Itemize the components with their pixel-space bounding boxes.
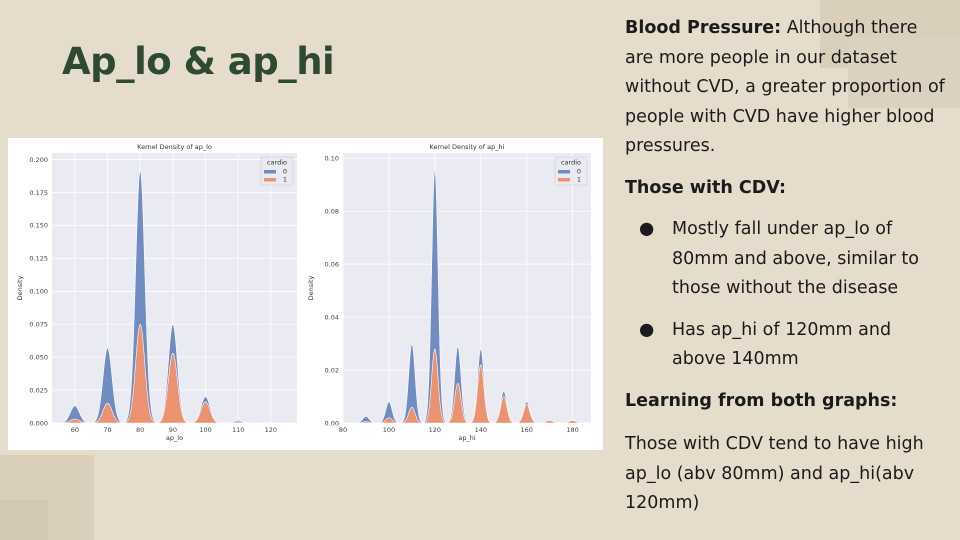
legend-title: cardio	[560, 158, 582, 167]
x-tick-label: 80	[338, 426, 348, 434]
density-charts	[8, 138, 603, 450]
y-tick-label: 0.200	[29, 155, 48, 164]
chart-2	[307, 143, 591, 442]
y-tick-label: 0.100	[29, 287, 48, 296]
y-tick-label: 0.025	[29, 386, 48, 395]
legend-label: 0	[282, 167, 288, 176]
chart-title: Kernel Density of ap_hi	[429, 143, 505, 151]
y-tick-label: 0.150	[29, 221, 48, 230]
legend-label: 1	[576, 175, 582, 184]
intro-paragraph	[625, 14, 950, 162]
y-tick-label: 0.04	[324, 313, 339, 322]
x-tick-label: 100	[199, 426, 212, 434]
x-tick-label: 110	[231, 426, 245, 434]
legend-title: cardio	[266, 158, 288, 167]
intro-rest: Although there are more people in our dataset without CVD, a greater proportion of people with CVD have higher blood pressures.	[625, 18, 945, 156]
y-tick-label: 0.02	[324, 366, 339, 375]
chart-title: Kernel Density of ap_lo	[137, 143, 212, 151]
x-tick-label: 60	[70, 426, 80, 434]
conclusion-paragraph: Those with CDV tend to have high ap_lo (abv 80mm) and ap_hi(abv 120mm)	[625, 434, 924, 513]
legend-swatch	[264, 178, 276, 182]
heading-cdv-text: Those with CDV:	[625, 177, 787, 198]
y-tick-label: 0.08	[324, 207, 339, 216]
bullet-text: Has ap_hi of 120mm and above 140mm	[672, 319, 892, 369]
chart-1	[16, 143, 297, 442]
y-tick-label: 0.000	[29, 419, 48, 428]
bullet-item	[625, 316, 950, 375]
chart-panel	[8, 138, 603, 450]
x-tick-label: 160	[520, 426, 533, 434]
legend-swatch	[264, 170, 276, 174]
legend-label: 1	[282, 175, 288, 184]
y-tick-label: 0.06	[324, 260, 339, 269]
y-tick-label: 0.050	[29, 353, 48, 362]
bullet-item	[625, 215, 950, 304]
heading-learning-text: Learning from both graphs:	[625, 390, 898, 411]
y-tick-label: 0.00	[324, 419, 339, 428]
y-axis-label: Density	[16, 275, 24, 301]
x-tick-label: 80	[136, 426, 145, 434]
x-tick-label: 120	[264, 426, 278, 434]
explanation-panel	[625, 14, 950, 519]
x-tick-label: 140	[474, 426, 487, 434]
intro-bold: Blood Pressure:	[625, 18, 782, 38]
slide-title: Ap_lo & ap_hi	[62, 40, 335, 83]
x-tick-label: 120	[428, 426, 442, 434]
x-axis-label: ap_lo	[165, 434, 184, 442]
legend-swatch	[558, 170, 570, 174]
y-tick-label: 0.10	[324, 154, 339, 163]
bullet-text: Mostly fall under ap_lo of 80mm and above, similar to those without the disease	[672, 219, 919, 298]
legend-swatch	[558, 178, 570, 182]
bullet-dot-icon: ●	[639, 319, 655, 340]
decor-block-bottom-left-inner	[0, 500, 48, 540]
legend-label: 0	[576, 167, 582, 176]
y-tick-label: 0.175	[29, 188, 48, 197]
y-tick-label: 0.075	[29, 320, 48, 329]
bullet-list	[625, 215, 950, 375]
x-axis-label: ap_hi	[458, 434, 476, 442]
heading-learning	[625, 387, 950, 417]
plot-area	[343, 153, 591, 423]
bullet-dot-icon: ●	[639, 219, 655, 239]
y-axis-label: Density	[307, 275, 315, 301]
heading-cdv	[625, 174, 950, 204]
x-tick-label: 100	[382, 426, 396, 434]
x-tick-label: 70	[103, 426, 112, 434]
x-tick-label: 90	[168, 426, 178, 434]
y-tick-label: 0.125	[29, 254, 48, 263]
x-tick-label: 180	[566, 426, 579, 434]
